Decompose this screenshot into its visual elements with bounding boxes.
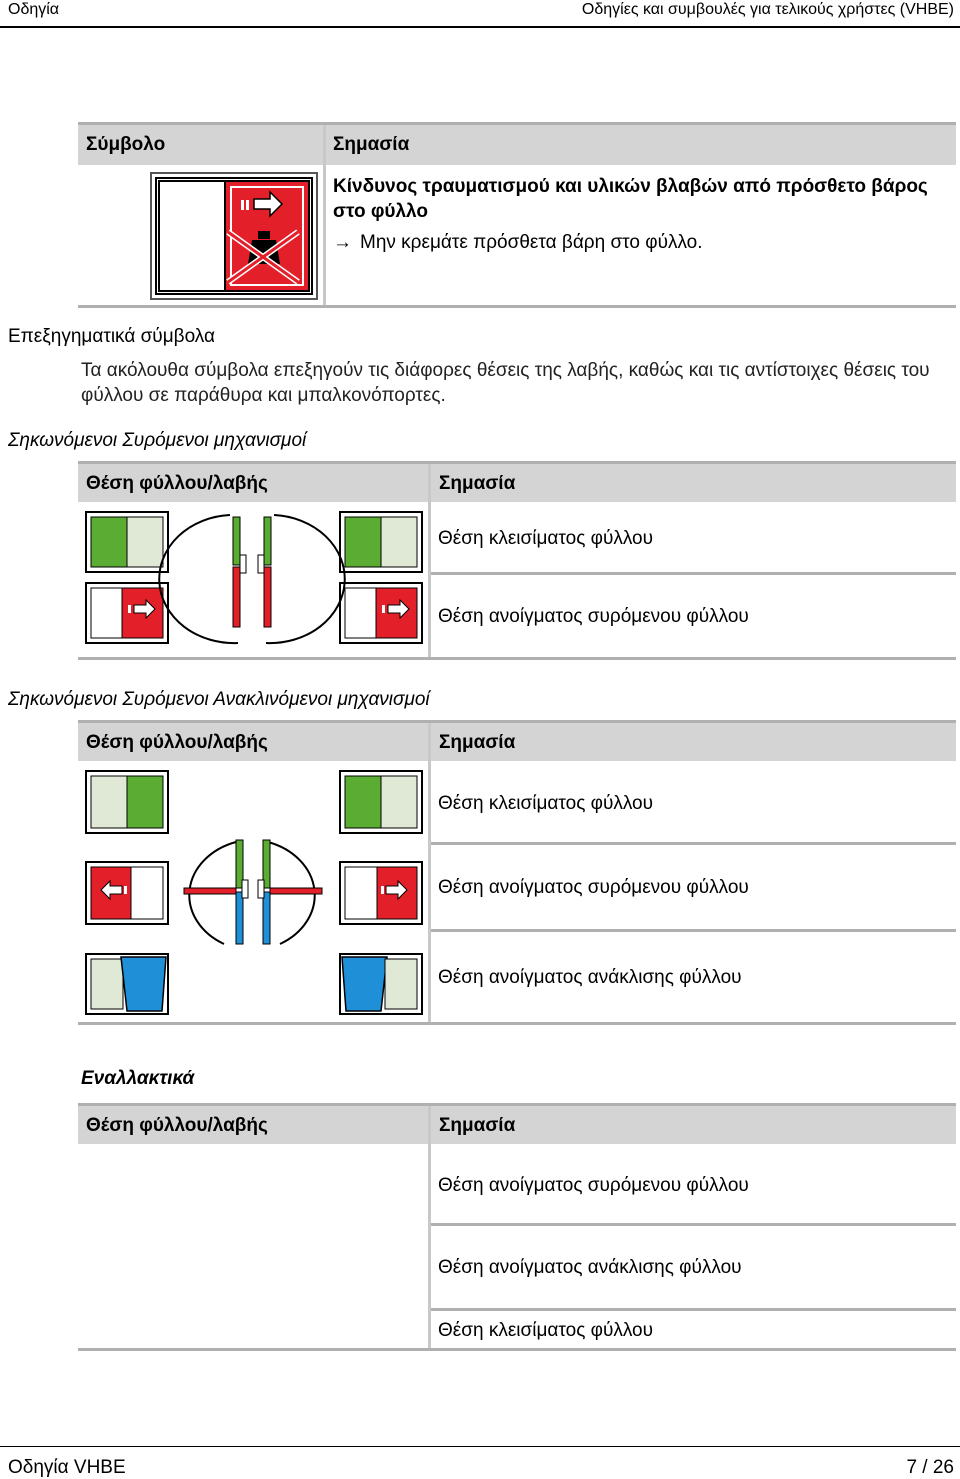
section3-row-closed: Θέση κλεισίματος φύλλου xyxy=(438,1320,654,1341)
section1-handle-diagram xyxy=(78,505,428,655)
section3-row-tilt-open: Θέση ανοίγματος ανάκλισης φύλλου xyxy=(438,1257,742,1278)
section2-col-meaning: Σημασία xyxy=(431,723,956,761)
section1-row-slide-open: Θέση ανοίγματος συρόμενου φύλλου xyxy=(438,606,749,627)
header-left: Οδηγία xyxy=(8,1,60,18)
section2-row-tilt-open: Θέση ανοίγματος ανάκλισης φύλλου xyxy=(438,967,742,988)
header-right: Οδηγίες και συμβουλές για τελικούς χρήστες (VHBE) xyxy=(581,1,954,18)
explain-heading: Επεξηγηματικά σύμβολα xyxy=(8,326,215,347)
table1-col-symbol: Σύμβολο xyxy=(78,125,324,165)
warning-instruction xyxy=(333,232,703,254)
section2-col-position: Θέση φύλλου/λαβής xyxy=(78,723,429,761)
section3-col-divider xyxy=(428,1106,431,1349)
section2-row-closed: Θέση κλεισίματος φύλλου xyxy=(438,793,654,814)
section1-row-divider xyxy=(431,572,956,575)
section2-bottom-border xyxy=(78,1022,956,1025)
table1-col-meaning: Σημασία xyxy=(325,125,956,165)
page-header xyxy=(0,0,960,28)
section2-handle-diagram xyxy=(78,764,428,1020)
section3-col-position: Θέση φύλλου/λαβής xyxy=(78,1106,429,1144)
section2-row-divider-1 xyxy=(431,842,956,845)
warning-instruction-text: Μην κρεμάτε πρόσθετα βάρη στο φύλλο. xyxy=(360,232,703,253)
page-footer xyxy=(0,1446,960,1478)
section1-col-divider xyxy=(428,464,431,659)
arrow-right-icon: → xyxy=(333,232,352,253)
section2-col-divider xyxy=(428,723,431,1024)
section1-row-closed: Θέση κλεισίματος φύλλου xyxy=(438,528,654,549)
table1-col-divider xyxy=(323,125,326,307)
no-hanging-weights-icon xyxy=(150,172,318,300)
explain-text: Τα ακόλουθα σύμβολα επεξηγούν τις διάφορες θέσεις της λαβής, καθώς και τις αντίστοιχες θέσεις του φύλλου σε παράθυρα και μπαλκονόπορτες. xyxy=(81,360,930,406)
table1-bottom-border xyxy=(78,305,956,308)
section1-col-position: Θέση φύλλου/λαβής xyxy=(78,464,429,502)
section1-title: Σηκωνόμενοι Συρόμενοι μηχανισμοί xyxy=(8,430,307,451)
section3-col-meaning: Σημασία xyxy=(431,1106,956,1144)
section3-row-divider-1 xyxy=(431,1223,956,1226)
warning-title: Κίνδυνος τραυματισμού και υλικών βλαβών από πρόσθετο βάρος στο φύλλο xyxy=(333,176,928,222)
section3-bottom-border xyxy=(78,1348,956,1351)
page-number: 7 / 26 xyxy=(906,1457,954,1478)
section2-row-divider-2 xyxy=(431,929,956,932)
table1-top-border xyxy=(78,122,956,125)
section1-col-meaning: Σημασία xyxy=(431,464,956,502)
section3-row-slide-open: Θέση ανοίγματος συρόμενου φύλλου xyxy=(438,1175,749,1196)
section3-title: Εναλλακτικά xyxy=(81,1068,195,1089)
footer-left: Οδηγία VHBE xyxy=(8,1457,126,1478)
section2-title: Σηκωνόμενοι Συρόμενοι Ανακλινόμενοι μηχανισμοί xyxy=(8,689,430,710)
section3-row-divider-2 xyxy=(431,1308,956,1311)
section1-bottom-border xyxy=(78,657,956,660)
section2-row-slide-open: Θέση ανοίγματος συρόμενου φύλλου xyxy=(438,877,749,898)
